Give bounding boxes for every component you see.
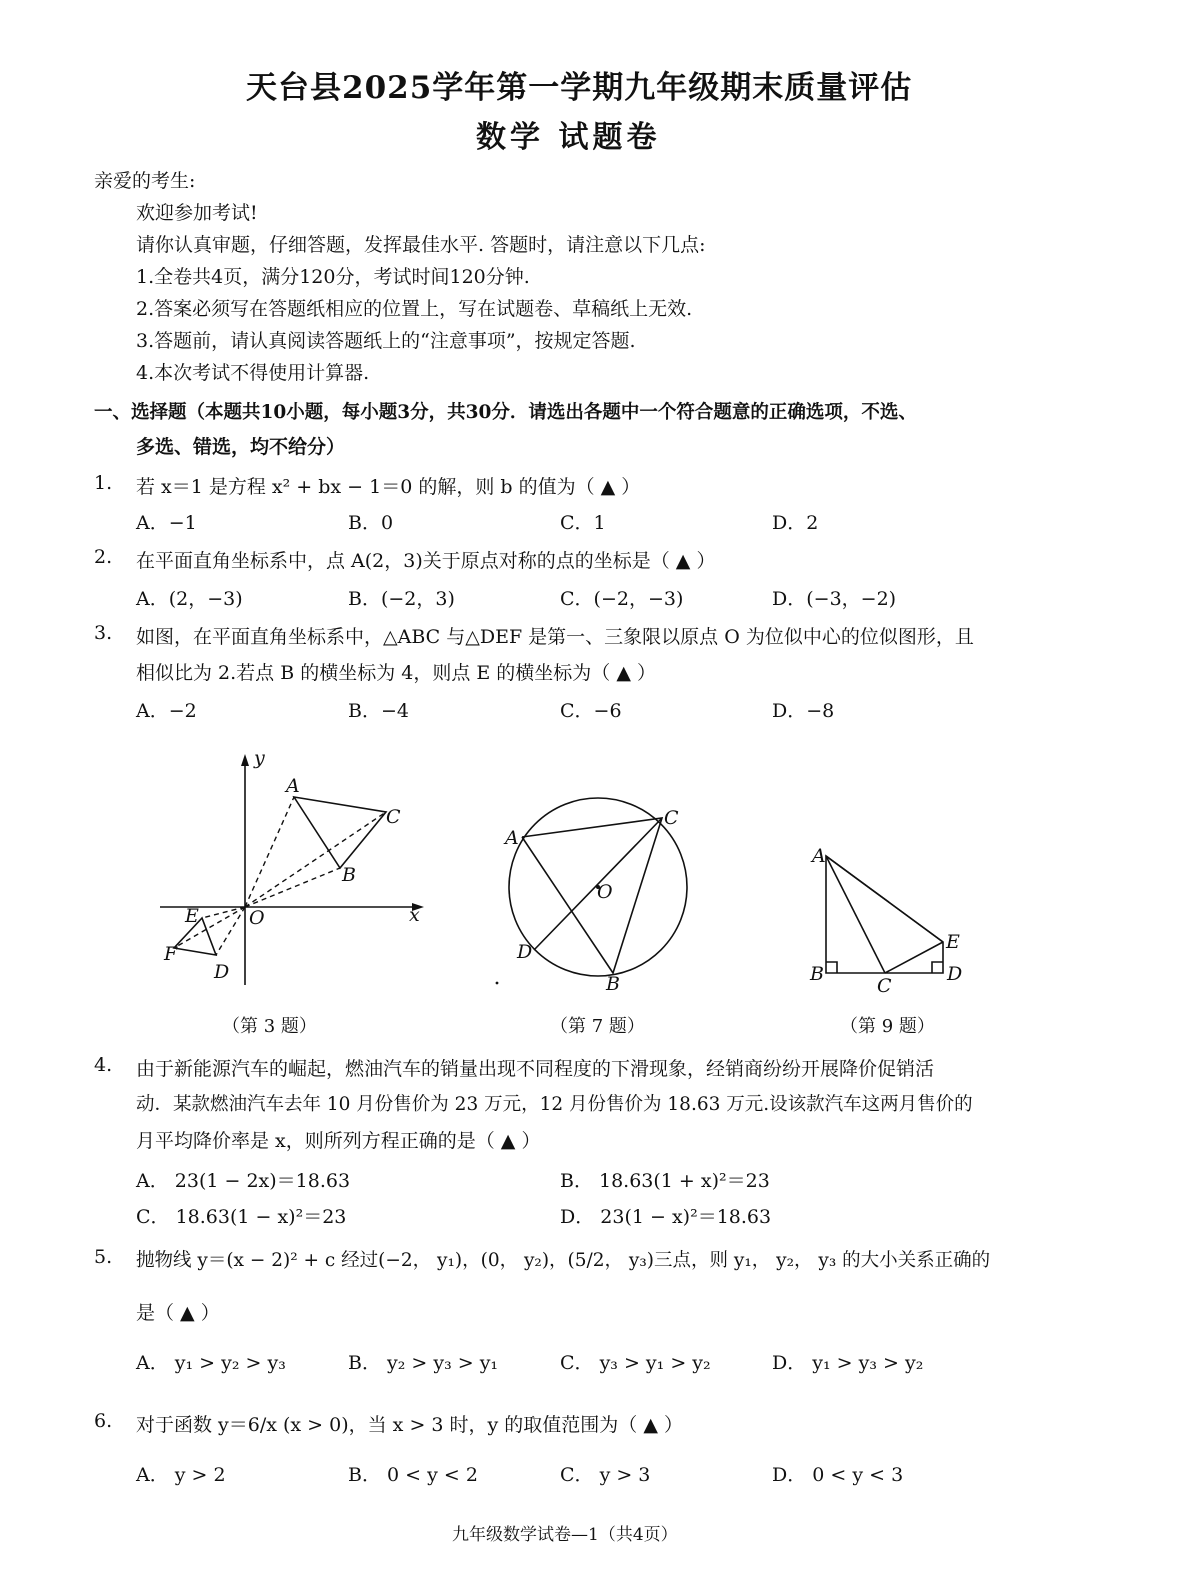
figure-9 — [800, 840, 980, 1000]
fig9-right-angle-b — [826, 962, 837, 973]
fig9-label-b: B — [810, 963, 824, 985]
notice-intro: 请你认真审题，仔细答题，发挥最佳水平. 答题时，请注意以下几点: — [136, 234, 706, 256]
option-a: A．(2，−3) — [136, 588, 243, 610]
option-c: C． y₃ > y₁ > y₂ — [560, 1352, 711, 1374]
option-d: D． 0 < y < 3 — [772, 1464, 904, 1486]
fig9-label-e: E — [946, 931, 960, 953]
fig3-label-b: B — [342, 864, 356, 886]
notice-item: 2.答案必须写在答题纸相应的位置上，写在试题卷、草稿纸上无效. — [136, 298, 693, 320]
option-d: D．(−3，−2) — [772, 588, 897, 610]
fig3-label-d: D — [214, 961, 230, 983]
question-text: 是（ ▲ ） — [136, 1302, 220, 1324]
question-number: 4. — [94, 1054, 113, 1076]
fig7-label-a: A — [505, 827, 519, 849]
option-b: B． 0 < y < 2 — [348, 1464, 478, 1486]
fig3-label-y: y — [254, 747, 265, 769]
page-subtitle: 数学 试题卷 — [476, 120, 661, 155]
option-c: C． y > 3 — [560, 1464, 651, 1486]
notice-item: 4.本次考试不得使用计算器. — [136, 362, 370, 384]
page-title: 天台县2025学年第一学期九年级期末质量评估 — [246, 70, 913, 106]
question-text: 若 x＝1 是方程 x² + bx − 1＝0 的解，则 b 的值为（ ▲ ） — [136, 476, 641, 498]
fig3-triangle-abc — [294, 797, 386, 868]
fig3-label-c: C — [386, 806, 401, 828]
figure-3-caption: （第 3 题） — [222, 1016, 317, 1037]
option-a: A． y > 2 — [136, 1464, 226, 1486]
fig9-shape — [826, 856, 943, 973]
option-a: A．−1 — [136, 512, 197, 534]
section-heading: 一、选择题（本题共10小题，每小题3分，共30分．请选出各题中一个符合题意的正确选项，不选、 — [94, 402, 917, 423]
fig3-label-o: O — [249, 907, 265, 929]
fig9-label-d: D — [947, 963, 963, 985]
fig9-label-a: A — [812, 845, 826, 867]
option-c: C． 18.63(1 − x)²＝23 — [136, 1206, 347, 1228]
question-text: 对于函数 y＝6/x (x > 0)，当 x > 3 时，y 的取值范围为（ ▲ ） — [136, 1414, 683, 1436]
fig7-label-o: O — [597, 881, 613, 903]
option-a: A． 23(1 − 2x)＝18.63 — [136, 1170, 351, 1192]
question-text: 动．某款燃油汽车去年 10 月份售价为 23 万元，12 月份售价为 18.63 万元.设该款汽车这两月售价的 — [136, 1094, 973, 1115]
question-text: 相似比为 2.若点 B 的横坐标为 4，则点 E 的横坐标为（ ▲ ） — [136, 662, 656, 684]
figure-7-caption: （第 7 题） — [550, 1016, 645, 1037]
fig7-label-c: C — [664, 807, 679, 829]
option-c: C．−6 — [560, 700, 622, 722]
option-b: B． 18.63(1 + x)²＝23 — [560, 1170, 770, 1192]
fig7-label-b: B — [606, 973, 620, 995]
notice-item: 1.全卷共4页，满分120分，考试时间120分钟. — [136, 266, 530, 288]
option-a: A． y₁ > y₂ > y₃ — [136, 1352, 286, 1374]
option-b: B． y₂ > y₃ > y₁ — [348, 1352, 499, 1374]
option-d: D．−8 — [772, 700, 835, 722]
fig3-label-x: x — [409, 904, 420, 926]
fig3-label-a: A — [286, 775, 300, 797]
notice-greeting: 亲爱的考生: — [94, 170, 196, 192]
option-b: B．(−2，3) — [348, 588, 455, 610]
notice-welcome: 欢迎参加考试! — [136, 202, 258, 224]
question-number: 1. — [94, 472, 113, 494]
fig7-label-d: D — [517, 941, 533, 963]
option-d: D． 23(1 − x)²＝18.63 — [560, 1206, 772, 1228]
option-b: B．0 — [348, 512, 394, 534]
question-number: 5. — [94, 1246, 113, 1268]
question-number: 6. — [94, 1410, 113, 1432]
section-heading-cont: 多选、错选，均不给分） — [136, 436, 346, 458]
option-b: B．−4 — [348, 700, 409, 722]
question-text: 在平面直角坐标系中，点 A(2，3)关于原点对称的点的坐标是（ ▲ ） — [136, 550, 716, 572]
question-text: 月平均降价率是 x，则所列方程正确的是（ ▲ ） — [136, 1130, 541, 1152]
fig9-label-c: C — [877, 975, 892, 997]
question-text: 如图，在平面直角坐标系中，△ABC 与△DEF 是第一、三象限以原点 O 为位似中心的位似图形，且 — [136, 626, 974, 648]
question-number: 3. — [94, 622, 113, 644]
figure-7 — [480, 770, 710, 1000]
question-number: 2. — [94, 546, 113, 568]
notice-item: 3.答题前，请认真阅读答题纸上的“注意事项”，按规定答题. — [136, 330, 636, 352]
option-c: C．(−2，−3) — [560, 588, 684, 610]
question-text: 由于新能源汽车的崛起，燃油汽车的销量出现不同程度的下滑现象，经销商纷纷开展降价促销活 — [136, 1058, 935, 1080]
option-a: A．−2 — [136, 700, 197, 722]
option-c: C．1 — [560, 512, 606, 534]
figure-3 — [150, 740, 440, 1000]
option-d: D．2 — [772, 512, 819, 534]
fig3-label-f: F — [164, 943, 178, 965]
option-d: D． y₁ > y₃ > y₂ — [772, 1352, 924, 1374]
fig3-label-e: E — [185, 905, 199, 927]
page-footer: 九年级数学试卷—1（共4页） — [452, 1525, 678, 1545]
question-text: 抛物线 y＝(x − 2)² + c 经过(−2， y₁)，(0， y₂)，(5/2， y₃)三点，则 y₁， y₂， y₃ 的大小关系正确的 — [136, 1250, 991, 1271]
figure-9-caption: （第 9 题） — [840, 1016, 935, 1037]
fig9-right-angle-d — [932, 962, 943, 973]
fig7-chords — [522, 818, 662, 973]
